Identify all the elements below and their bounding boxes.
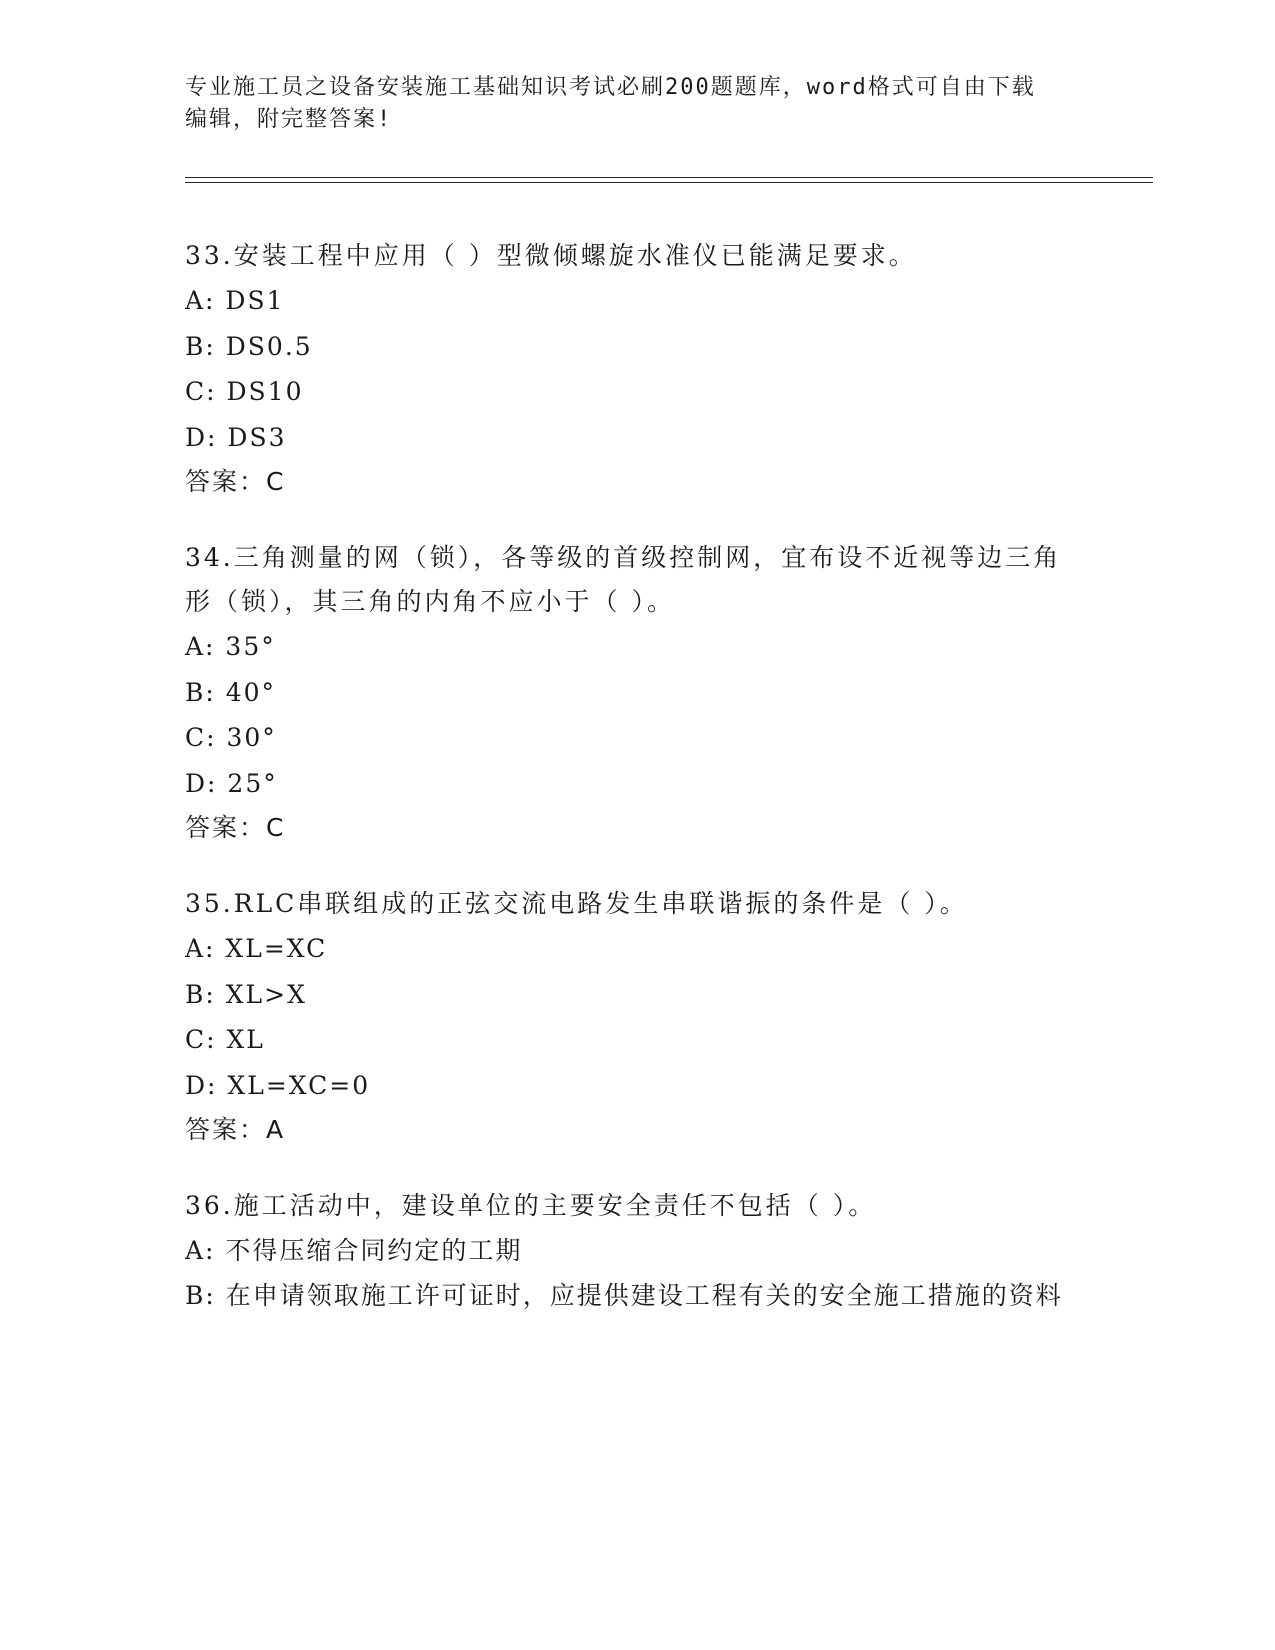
option-a: A: 不得压缩合同约定的工期	[185, 1236, 523, 1265]
question-stem: 33.安装工程中应用（ ）型微倾螺旋水准仪已能满足要求。	[185, 241, 917, 270]
option-b: B: 40°	[185, 677, 277, 707]
question-list	[185, 234, 1085, 1350]
question-33	[185, 234, 1085, 504]
option-b: B: DS0.5	[185, 331, 313, 361]
document-header	[185, 72, 1065, 136]
question-stem: 36.施工活动中，建设单位的主要安全责任不包括（ ）。	[185, 1191, 877, 1220]
answer-line: 答案：C	[185, 813, 286, 842]
option-b: B: XL>X	[185, 979, 307, 1009]
option-a: A: DS1	[185, 286, 285, 315]
question-35	[185, 882, 1085, 1152]
question-stem: 35.RLC串联组成的正弦交流电路发生串联谐振的条件是（ ）。	[185, 889, 968, 918]
header-divider-top	[185, 177, 1153, 178]
header-line-1: 专业施工员之设备安装施工基础知识考试必刷200题题库，word格式可自由下载	[185, 75, 1036, 100]
option-b: B: 在申请领取施工许可证时，应提供建设工程有关的安全施工措施的资料	[185, 1280, 1063, 1310]
option-c: C: XL	[185, 1025, 265, 1054]
option-d: D: DS3	[185, 422, 287, 452]
header-line-2: 编辑，附完整答案!	[185, 107, 393, 132]
question-stem: 34.三角测量的网（锁），各等级的首级控制网，宜布设不近视等边三角形（锁），其三角的内角不应小于（ ）。	[185, 543, 1062, 616]
option-c: C: 30°	[185, 723, 277, 752]
header-divider-bottom	[185, 182, 1153, 183]
answer-line: 答案：C	[185, 467, 286, 496]
question-36	[185, 1184, 1085, 1318]
answer-line: 答案：A	[185, 1115, 286, 1144]
question-34	[185, 536, 1085, 850]
option-d: D: XL=XC=0	[185, 1070, 371, 1100]
option-c: C: DS10	[185, 377, 304, 406]
option-d: D: 25°	[185, 768, 278, 798]
option-a: A: XL=XC	[185, 934, 328, 963]
option-a: A: 35°	[185, 632, 276, 661]
